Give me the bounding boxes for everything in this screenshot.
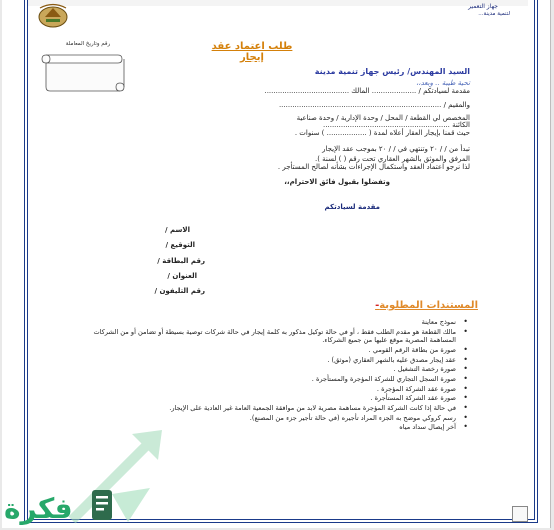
list-item: • نموذج معاينة (68, 318, 468, 327)
header-org-subtitle: لتنمية مدينة... (478, 11, 510, 17)
documents-heading-text: المستندات المطلوبة (379, 300, 478, 311)
applicant-name-field: الاسم / (165, 226, 190, 234)
addressee-line: السيد المهندس/ رئيس جهاز تنمية مدينة (314, 67, 470, 76)
reference-number-label: رقم وتاريخ المعاملة (65, 41, 111, 47)
list-item: • صورة عقد الشركة المؤجرة . (68, 385, 468, 394)
greeting-line: تحية طيبة .. وبعد،، (416, 79, 470, 87)
list-item: • رسم كروكي موضح به الجزء المراد تأجيره (في حالة تأجير جزء من المصنع). (68, 414, 468, 423)
body-line-residence: والمقيم / ......................................................................... (278, 101, 470, 109)
list-item: • صورة من بطاقة الرقم القومي . (68, 346, 468, 355)
body-line-duration: حيث قمنا بإيجار العقار أعلاه لمدة ( .................. ) سنوات . (294, 129, 470, 137)
list-item: • مالك القطعة هو مقدم الطلب فقط ، أو في حالة توكيل مذكور به كلمة إيجار في حالة شركات توصية بسيطة أو تضامن أو من الشركات المساهمة المصرية موقع عليها من جميع الشركاء. (68, 328, 468, 345)
list-item: • عقد إيجار مصدق عليه بالشهر العقاري (موثق) . (68, 356, 468, 365)
applicant-phone-field: رقم التليفون / (154, 287, 205, 295)
document-page (2, 0, 551, 528)
header-org-name: جهاز التعمير (468, 3, 498, 10)
page-title: طلب اعتماد عقد إيجار (211, 41, 293, 63)
applicant-id-field: رقم البطاقة / (157, 257, 205, 265)
list-item: • صورة عقد الشركة المستأجرة . (68, 394, 468, 403)
page-corner-marker (512, 506, 528, 522)
list-item: • صورة رخصة التشغيل . (68, 365, 468, 374)
list-item: • صورة السجل التجاري للشركة المؤجرة والمستأجرة . (68, 375, 468, 384)
scroll-icon (38, 49, 126, 93)
body-line-dates: تبدأ من / / ٢٠ وتنتهي في / / ٢٠ بموجب عقد الإيجار (322, 145, 470, 153)
body-line-applicant: مقدمة لسيادتكم / .................... المالك ...................................... (264, 87, 470, 95)
body-line-registration: المرفق والموثق بالشهر العقاري تحت رقم ( ) لسنة ). (314, 155, 470, 163)
closing-line: وتفضلوا بقبول فائق الاحترام،، (284, 178, 390, 186)
emblem-icon (36, 2, 70, 28)
applicant-signature-field: التوقيع / (165, 241, 195, 249)
applicant-heading: مقدمة لسيادتكم (324, 203, 380, 211)
body-line-unit-type: المخصص لي القطعة / المحل / وحدة الإدارية / وحدة صناعية (296, 114, 470, 122)
documents-list (68, 318, 468, 433)
documents-heading: المستندات المطلوبة- (375, 300, 478, 311)
body-line-location: الكائنة ......................................................... (323, 121, 470, 129)
list-item: • آخر إيصال سداد مياه (68, 423, 468, 432)
brand-logo-text: فكرة (4, 492, 73, 525)
applicant-address-field: العنوان / (167, 272, 197, 280)
body-line-request: لذا نرجو اعتماد العقد واستكمال الإجراءات بشأنه لصالح المستأجر . (277, 163, 470, 171)
list-item: • في حالة إذا كانت الشركة المؤجرة مساهمة مصرية لابد من موافقة الجمعية العامة غير العادية على الإيجار. (68, 404, 468, 413)
